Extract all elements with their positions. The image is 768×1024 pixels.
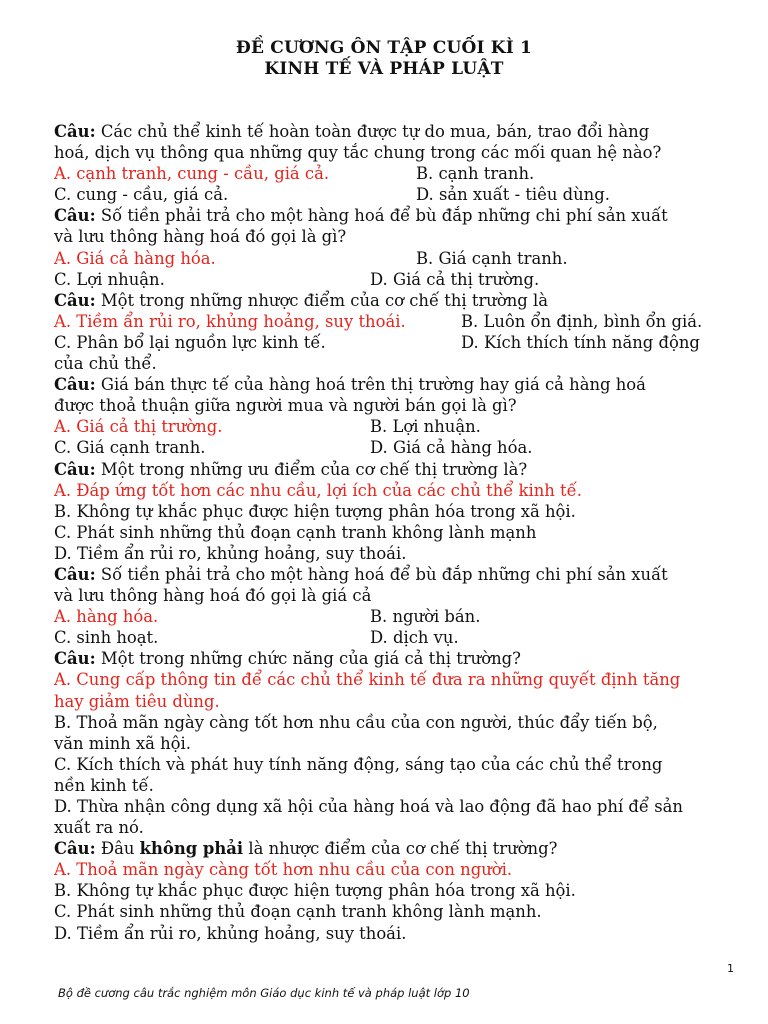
question-list <box>54 121 734 944</box>
question-text: Một trong những chức năng của giá cả thị trường? <box>95 649 521 669</box>
answer-a-correct: A. hàng hóa. <box>54 607 159 627</box>
answer-c: C. Phát sinh những thủ đoạn cạnh tranh không lành mạnh <box>54 522 537 542</box>
answer-d: D. Kích thích tính năng động <box>461 332 700 352</box>
question-4-cont: được thoả thuận giữa người mua và người bán gọi là gì? <box>54 396 517 416</box>
question-text: Một trong những nhược điểm của cơ chế thị trường là <box>95 290 548 310</box>
answer-d: D. Giá cả thị trường. <box>370 269 540 289</box>
answer-b-cont: văn minh xã hội. <box>54 733 192 753</box>
question-6 <box>54 564 734 585</box>
document-title: ĐỀ CƯƠNG ÔN TẬP CUỐI KÌ 1 <box>235 38 533 58</box>
answer-d-cont: xuất ra nó. <box>54 818 144 838</box>
answer-c: C. Phát sinh những thủ đoạn cạnh tranh không lành mạnh. <box>54 902 542 922</box>
answer-a-correct: A. cạnh tranh, cung - cầu, giá cả. <box>54 164 330 184</box>
answer-a-correct: A. Thoả mãn ngày càng tốt hơn nhu cầu của con người. <box>54 860 513 880</box>
question-label: Câu: <box>54 290 96 310</box>
answer-c: C. Lợi nhuận. <box>54 269 165 289</box>
question-1-cont: hoá, dịch vụ thông qua những quy tắc chung trong các mối quan hệ nào? <box>54 143 662 163</box>
answer-d: D. sản xuất - tiêu dùng. <box>416 185 610 205</box>
answer-row <box>54 332 734 353</box>
page-number: 1 <box>727 962 734 975</box>
answer-row <box>54 437 734 458</box>
answer-b: B. cạnh tranh. <box>416 164 535 184</box>
answer-a-correct: A. Tiềm ẩn rủi ro, khủng hoảng, suy thoái. <box>54 311 406 331</box>
answer-c: C. sinh hoạt. <box>54 628 159 648</box>
page-footer: Bộ đề cương câu trắc nghiệm môn Giáo dục kinh tế và pháp luật lớp 10 <box>58 986 470 1000</box>
answer-b: B. Giá cạnh tranh. <box>416 248 568 268</box>
question-label: Câu: <box>54 564 96 584</box>
answer-c: C. Kích thích và phát huy tính năng động, sáng tạo của các chủ thể trong <box>54 754 663 774</box>
question-2 <box>54 205 734 226</box>
question-label: Câu: <box>54 649 96 669</box>
question-label: Câu: <box>54 206 96 226</box>
answer-a-correct: A. Giá cả thị trường. <box>54 417 223 437</box>
answer-row <box>54 269 734 290</box>
answer-d: D. Tiềm ẩn rủi ro, khủng hoảng, suy thoái. <box>54 923 407 943</box>
question-text: Số tiền phải trả cho một hàng hoá để bù đắp những chi phí sản xuất <box>95 206 668 226</box>
answer-row <box>54 627 734 648</box>
answer-c-cont: nền kinh tế. <box>54 775 154 795</box>
question-text: Giá bán thực tế của hàng hoá trên thị trường hay giá cả hàng hoá <box>95 375 646 395</box>
answer-d: D. dịch vụ. <box>370 628 459 648</box>
question-label: Câu: <box>54 122 96 141</box>
answer-row <box>54 311 734 332</box>
question-1 <box>54 121 734 142</box>
answer-b: B. Lợi nhuận. <box>370 417 481 437</box>
answer-row <box>54 416 734 437</box>
question-6-cont: và lưu thông hàng hoá đó gọi là giá cả <box>54 586 372 606</box>
question-3 <box>54 290 734 311</box>
answer-a-cont: hay giảm tiêu dùng. <box>54 691 220 711</box>
answer-a-correct: A. Đáp ứng tốt hơn các nhu cầu, lợi ích của các chủ thể kinh tế. <box>54 480 582 500</box>
answer-row <box>54 248 734 269</box>
answer-c: C. cung - cầu, giá cả. <box>54 185 229 205</box>
answer-row <box>54 163 734 184</box>
question-8 <box>54 838 734 859</box>
question-4 <box>54 374 734 395</box>
answer-row <box>54 606 734 627</box>
answer-b: B. Thoả mãn ngày càng tốt hơn nhu cầu của con người, thúc đẩy tiến bộ, <box>54 712 658 732</box>
answer-a-correct: A. Cung cấp thông tin để các chủ thể kinh tế đưa ra những quyết định tăng <box>54 670 681 690</box>
answer-c: C. Giá cạnh tranh. <box>54 438 206 458</box>
question-label: Câu: <box>54 839 96 859</box>
question-5 <box>54 459 734 480</box>
question-7 <box>54 648 734 669</box>
answer-d: D. Giá cả hàng hóa. <box>370 438 533 458</box>
question-label: Câu: <box>54 459 96 479</box>
answer-a-correct: A. Giá cả hàng hóa. <box>54 248 216 268</box>
answer-b: B. Không tự khắc phục được hiện tượng phân hóa trong xã hội. <box>54 501 576 521</box>
question-text: Một trong những ưu điểm của cơ chế thị trường là? <box>95 459 528 479</box>
question-text: Các chủ thể kinh tế hoàn toàn được tự do mua, bán, trao đổi hàng <box>95 122 650 141</box>
answer-row <box>54 184 734 205</box>
question-text: Số tiền phải trả cho một hàng hoá để bù đắp những chi phí sản xuất <box>95 564 668 584</box>
answer-b: B. Luôn ổn định, bình ổn giá. <box>461 311 703 331</box>
answer-d: D. Thừa nhận công dụng xã hội của hàng hoá và lao động đã hao phí để sản <box>54 797 683 816</box>
answer-d-cont: của chủ thể. <box>54 354 157 374</box>
question-label: Câu: <box>54 375 96 395</box>
answer-c: C. Phân bổ lại nguồn lực kinh tế. <box>54 332 326 352</box>
question-2-cont: và lưu thông hàng hoá đó gọi là gì? <box>54 227 347 247</box>
question-text: là nhược điểm của cơ chế thị trường? <box>243 839 558 859</box>
question-text: Đâu <box>95 839 140 859</box>
question-emphasis: không phải <box>139 839 244 859</box>
answer-b: B. Không tự khắc phục được hiện tượng phân hóa trong xã hội. <box>54 881 576 901</box>
answer-b: B. người bán. <box>370 607 481 627</box>
document-subtitle: KINH TẾ VÀ PHÁP LUẬT <box>264 59 504 79</box>
answer-d: D. Tiềm ẩn rủi ro, khủng hoảng, suy thoái. <box>54 543 407 563</box>
